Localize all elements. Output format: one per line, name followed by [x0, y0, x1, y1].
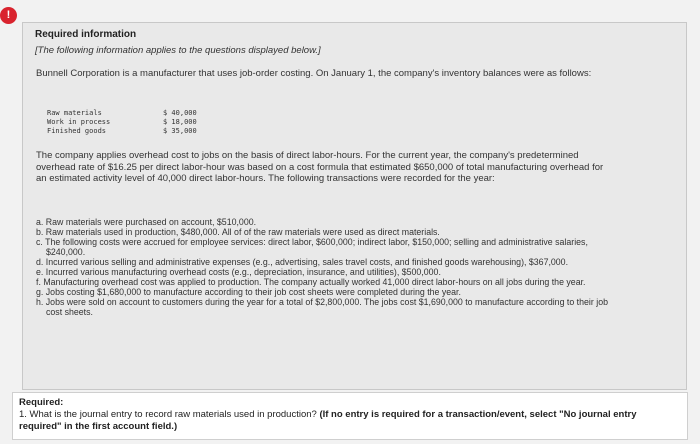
table-row [47, 127, 197, 136]
inventory-label: Raw materials [47, 109, 102, 117]
exclamation-icon: ! [0, 7, 17, 24]
required-title: Required: [19, 397, 64, 408]
list-item: a. Raw materials were purchased on account, $510,000. [36, 217, 257, 227]
list-item: d. Incurred various selling and administrative expenses (e.g., advertising, sales travel costs, and finished goods warehousing), $367,000. [36, 257, 569, 267]
table-row [47, 109, 197, 118]
intro-paragraph: Bunnell Corporation is a manufacturer that uses job-order costing. On January 1, the company's inventory balances were as follows: [36, 68, 592, 79]
overhead-paragraph: The company applies overhead cost to jobs on the basis of direct labor-hours. For the current year, the company's predetermined overhead rate of $16.25 per direct labor-hour was based on a cost formula that estimated $650,000 of total manufacturing overhead for an estimated activity level of 40,000 direct labor-hours. The following transactions were recorded for the year: [36, 150, 604, 184]
list-item: c. The following costs were accrued for employee services: direct labor, $600,000; indirect labor, $150,000; selling and administrative salaries, $240,000. [36, 237, 588, 257]
panel-subtitle: [The following information applies to the questions displayed below.] [35, 45, 321, 56]
panel-title: Required information [35, 29, 137, 40]
transactions-list [36, 217, 616, 317]
inventory-balances-table [47, 109, 197, 136]
list-item: e. Incurred various manufacturing overhead costs (e.g., depreciation, insurance, and utilities), $500,000. [36, 267, 441, 277]
list-item: f. Manufacturing overhead cost was applied to production. The company actually worked 41,000 direct labor-hours on all jobs during the year. [36, 277, 586, 287]
required-panel [12, 392, 688, 440]
inventory-value: $ 35,000 [163, 127, 197, 135]
question-text: 1. What is the journal entry to record raw materials used in production? [19, 409, 317, 420]
table-row [47, 118, 197, 127]
inventory-value: $ 18,000 [163, 118, 197, 126]
list-item: h. Jobs were sold on account to customers during the year for a total of $2,800,000. The jobs cost $1,690,000 to manufacture according to their job cost sheets. [36, 297, 608, 317]
list-item: b. Raw materials used in production, $480,000. All of of the raw materials were used as direct materials. [36, 227, 440, 237]
required-information-panel [22, 22, 687, 390]
required-question [19, 409, 659, 432]
inventory-value: $ 40,000 [163, 109, 197, 117]
list-item: g. Jobs costing $1,680,000 to manufacture according to their job cost sheets were completed during the year. [36, 287, 461, 297]
inventory-label: Work in process [47, 118, 111, 126]
inventory-label: Finished goods [47, 127, 107, 135]
question-note: (If no entry is required for a transaction/event, select "No journal entry required" in the first account field.) [19, 409, 637, 432]
